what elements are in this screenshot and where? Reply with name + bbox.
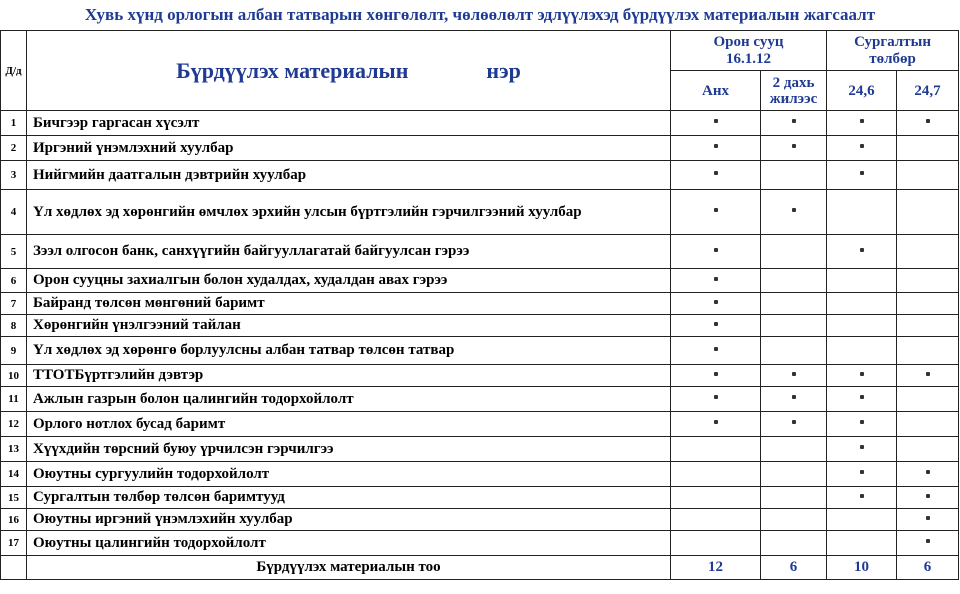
header-group-tuition-line1: Сургалтын	[854, 33, 931, 50]
dot-mark-icon	[860, 119, 864, 123]
mark-cell-24-6	[827, 235, 897, 269]
mark-cell-24-6	[827, 412, 897, 437]
dot-mark-icon	[860, 144, 864, 148]
row-number: 10	[1, 365, 27, 387]
mark-cell-first	[671, 136, 761, 161]
dot-mark-icon	[926, 516, 930, 520]
total-value-24-6: 10	[827, 556, 897, 580]
mark-cell-first	[671, 161, 761, 190]
header-group-housing-line2: 16.1.12	[726, 50, 771, 67]
mark-cell-24-7	[897, 437, 959, 462]
mark-cell-24-7	[897, 487, 959, 509]
material-name: Оюутны цалингийн тодорхойлолт	[27, 531, 671, 556]
mark-cell-24-6	[827, 387, 897, 412]
table-row	[1, 190, 959, 235]
mark-cell-second-year	[761, 487, 827, 509]
dot-mark-icon	[714, 119, 718, 123]
header-name-part1: Бүрдүүлэх материалын	[176, 57, 409, 83]
mark-cell-second-year	[761, 462, 827, 487]
mark-cell-24-7	[897, 509, 959, 531]
dot-mark-icon	[714, 322, 718, 326]
dot-mark-icon	[926, 539, 930, 543]
table-row	[1, 365, 959, 387]
dot-mark-icon	[714, 420, 718, 424]
row-number: 2	[1, 136, 27, 161]
header-group-housing-line1: Орон сууц	[713, 33, 784, 50]
mark-cell-second-year	[761, 531, 827, 556]
mark-cell-second-year	[761, 315, 827, 337]
page-title: Хувь хүнд орлогын албан татварын хөнгөлөлт, чөлөөлөлт эдлүүлэхэд бүрдүүлэх материалын жагсаалт	[84, 5, 876, 24]
mark-cell-second-year	[761, 337, 827, 365]
mark-cell-24-6	[827, 269, 897, 293]
header-sub-second-year-line1: 2 дахь	[772, 74, 815, 91]
material-name: Ажлын газрын болон цалингийн тодорхойлолт	[27, 387, 671, 412]
dot-mark-icon	[714, 347, 718, 351]
table-row	[1, 315, 959, 337]
dot-mark-icon	[792, 420, 796, 424]
table-row	[1, 293, 959, 315]
row-number: 5	[1, 235, 27, 269]
row-number: 11	[1, 387, 27, 412]
dot-mark-icon	[926, 470, 930, 474]
mark-cell-second-year	[761, 293, 827, 315]
dot-mark-icon	[860, 248, 864, 252]
header-sub-second-year-line2: жилээс	[769, 90, 818, 107]
mark-cell-24-6	[827, 161, 897, 190]
dot-mark-icon	[926, 119, 930, 123]
total-value-second-year: 6	[761, 556, 827, 580]
mark-cell-24-7	[897, 315, 959, 337]
mark-cell-24-6	[827, 315, 897, 337]
table-row	[1, 412, 959, 437]
dot-mark-icon	[860, 395, 864, 399]
mark-cell-second-year	[761, 190, 827, 235]
mark-cell-24-7	[897, 337, 959, 365]
material-name: Сургалтын төлбөр төлсөн баримтууд	[27, 487, 671, 509]
row-number: 6	[1, 269, 27, 293]
table-row	[1, 337, 959, 365]
mark-cell-24-7	[897, 293, 959, 315]
row-number: 8	[1, 315, 27, 337]
mark-cell-24-6	[827, 462, 897, 487]
mark-cell-second-year	[761, 111, 827, 136]
material-name: Оюутны сургуулийн тодорхойлолт	[27, 462, 671, 487]
total-value-first: 12	[671, 556, 761, 580]
material-name: Орлого нотлох бусад баримт	[27, 412, 671, 437]
header-sub-first: Анх	[671, 71, 761, 111]
dot-mark-icon	[860, 445, 864, 449]
mark-cell-24-7	[897, 462, 959, 487]
mark-cell-second-year	[761, 235, 827, 269]
mark-cell-second-year	[761, 509, 827, 531]
row-number: 4	[1, 190, 27, 235]
material-name: Үл хөдлөх эд хөрөнгийн өмчлөх эрхийн улсын бүртгэлийн гэрчилгээний хуулбар	[27, 190, 671, 235]
materials-table	[0, 30, 959, 580]
row-number: 17	[1, 531, 27, 556]
header-group-tuition	[827, 31, 959, 71]
header-group-housing	[671, 31, 827, 71]
mark-cell-first	[671, 337, 761, 365]
material-name: Хүүхдийн төрсний буюу үрчилсэн гэрчилгээ	[27, 437, 671, 462]
mark-cell-first	[671, 531, 761, 556]
row-number: 15	[1, 487, 27, 509]
row-number: 16	[1, 509, 27, 531]
table-row	[1, 462, 959, 487]
dot-mark-icon	[860, 420, 864, 424]
material-name: Бичгээр гаргасан хүсэлт	[27, 111, 671, 136]
dot-mark-icon	[792, 208, 796, 212]
row-number: 3	[1, 161, 27, 190]
mark-cell-24-7	[897, 387, 959, 412]
header-group-tuition-line2: төлбөр	[869, 50, 916, 67]
mark-cell-second-year	[761, 365, 827, 387]
mark-cell-first	[671, 387, 761, 412]
total-empty-cell	[1, 556, 27, 580]
mark-cell-second-year	[761, 269, 827, 293]
mark-cell-24-6	[827, 365, 897, 387]
mark-cell-second-year	[761, 136, 827, 161]
total-value-24-7: 6	[897, 556, 959, 580]
material-name: Нийгмийн даатгалын дэвтрийн хуулбар	[27, 161, 671, 190]
mark-cell-second-year	[761, 387, 827, 412]
mark-cell-second-year	[761, 437, 827, 462]
mark-cell-24-7	[897, 235, 959, 269]
total-label: Бүрдүүлэх материалын тоо	[27, 556, 671, 580]
row-number: 14	[1, 462, 27, 487]
table-row	[1, 437, 959, 462]
material-name: Орон сууцны захиалгын болон худалдах, худалдан авах гэрээ	[27, 269, 671, 293]
header-name-part2: нэр	[486, 57, 521, 83]
mark-cell-24-7	[897, 161, 959, 190]
mark-cell-24-6	[827, 293, 897, 315]
dot-mark-icon	[714, 144, 718, 148]
dot-mark-icon	[860, 470, 864, 474]
dot-mark-icon	[926, 372, 930, 376]
table-row	[1, 111, 959, 136]
material-name: Үл хөдлөх эд хөрөнгө борлуулсны албан татвар төлсөн татвар	[27, 337, 671, 365]
mark-cell-first	[671, 190, 761, 235]
table-row	[1, 136, 959, 161]
mark-cell-24-7	[897, 111, 959, 136]
row-number: 7	[1, 293, 27, 315]
dot-mark-icon	[860, 372, 864, 376]
dot-mark-icon	[860, 494, 864, 498]
dot-mark-icon	[792, 395, 796, 399]
row-number: 1	[1, 111, 27, 136]
dot-mark-icon	[714, 300, 718, 304]
mark-cell-24-6	[827, 531, 897, 556]
table-row	[1, 387, 959, 412]
mark-cell-first	[671, 462, 761, 487]
mark-cell-24-6	[827, 337, 897, 365]
mark-cell-first	[671, 269, 761, 293]
material-name: Хөрөнгийн үнэлгээний тайлан	[27, 315, 671, 337]
dot-mark-icon	[792, 119, 796, 123]
mark-cell-first	[671, 235, 761, 269]
mark-cell-24-6	[827, 509, 897, 531]
mark-cell-first	[671, 315, 761, 337]
dot-mark-icon	[792, 372, 796, 376]
material-name: Иргэний үнэмлэхний хуулбар	[27, 136, 671, 161]
mark-cell-first	[671, 487, 761, 509]
mark-cell-first	[671, 412, 761, 437]
material-name: Зээл олгосон банк, санхүүгийн байгууллагатай байгуулсан гэрээ	[27, 235, 671, 269]
mark-cell-24-7	[897, 365, 959, 387]
dot-mark-icon	[714, 248, 718, 252]
dot-mark-icon	[714, 395, 718, 399]
dot-mark-icon	[926, 494, 930, 498]
material-name: Байранд төлсөн мөнгөний баримт	[27, 293, 671, 315]
table-row	[1, 161, 959, 190]
row-number: 9	[1, 337, 27, 365]
header-material-name	[27, 31, 671, 111]
table-body	[1, 111, 959, 556]
header-sub-24-6: 24,6	[827, 71, 897, 111]
mark-cell-24-6	[827, 437, 897, 462]
header-dd: Д/д	[1, 31, 27, 111]
mark-cell-first	[671, 365, 761, 387]
row-number: 13	[1, 437, 27, 462]
table-row	[1, 487, 959, 509]
mark-cell-24-7	[897, 136, 959, 161]
dot-mark-icon	[714, 208, 718, 212]
mark-cell-first	[671, 111, 761, 136]
mark-cell-24-7	[897, 412, 959, 437]
mark-cell-24-7	[897, 531, 959, 556]
mark-cell-24-6	[827, 487, 897, 509]
mark-cell-first	[671, 293, 761, 315]
mark-cell-24-6	[827, 190, 897, 235]
table-row	[1, 531, 959, 556]
dot-mark-icon	[714, 171, 718, 175]
table-row	[1, 269, 959, 293]
mark-cell-first	[671, 437, 761, 462]
table-row	[1, 509, 959, 531]
mark-cell-24-7	[897, 269, 959, 293]
mark-cell-second-year	[761, 161, 827, 190]
header-sub-24-7: 24,7	[897, 71, 959, 111]
mark-cell-24-6	[827, 136, 897, 161]
table-row	[1, 235, 959, 269]
dot-mark-icon	[792, 144, 796, 148]
mark-cell-second-year	[761, 412, 827, 437]
mark-cell-24-6	[827, 111, 897, 136]
dot-mark-icon	[714, 277, 718, 281]
mark-cell-first	[671, 509, 761, 531]
mark-cell-24-7	[897, 190, 959, 235]
material-name: Оюутны иргэний үнэмлэхийн хуулбар	[27, 509, 671, 531]
material-name: ТТОТБүртгэлийн дэвтэр	[27, 365, 671, 387]
header-sub-second-year	[761, 71, 827, 111]
dot-mark-icon	[860, 171, 864, 175]
dot-mark-icon	[714, 372, 718, 376]
row-number: 12	[1, 412, 27, 437]
